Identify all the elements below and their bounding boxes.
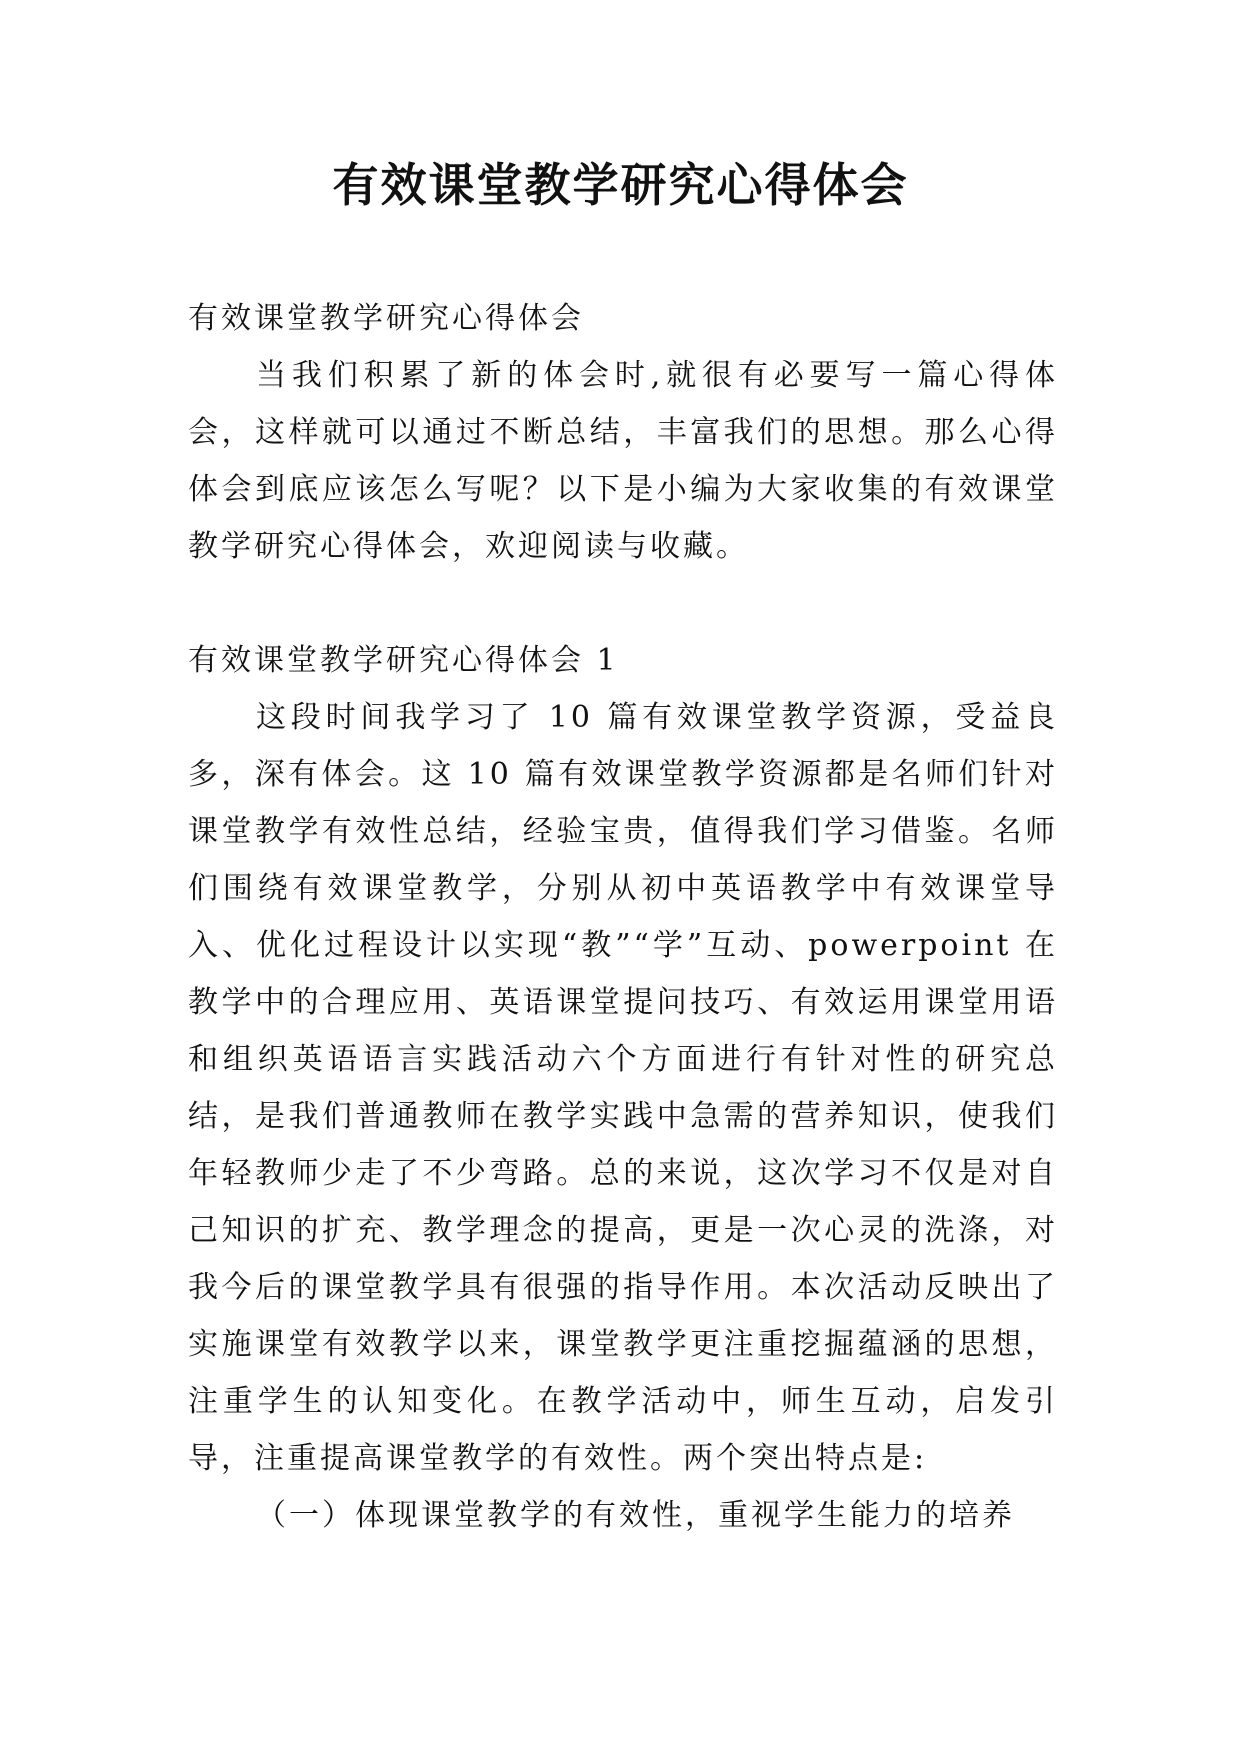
intro-paragraph: 当我们积累了新的体会时,就很有必要写一篇心得体会，这样就可以通过不断总结，丰富我们的思想。那么心得体会到底应该怎么写呢？以下是小编为大家收集的有效课堂教学研究心得体会，欢迎阅读与收藏。 <box>188 358 1058 564</box>
document-title: 有效课堂教学研究心得体会 <box>332 158 909 212</box>
section-spacer <box>188 575 1058 632</box>
section1-list-item: （一）体现课堂教学的有效性，重视学生能力的培养 <box>256 1498 1015 1533</box>
section1-paragraph: 这段时间我学习了 10 篇有效课堂教学资源，受益良多，深有体会。这 10 篇有效课堂教学资源都是名师们针对课堂教学有效性总结，经验宝贵，值得我们学习借鉴。名师们围绕有效课堂教学，分别从初中英语教学中有效课堂导入、优化过程设计以实现“教”“学”互动、powerpoint 在教学中的合理应用、英语课堂提问技巧、有效运用课堂用语和组织英语语言实践活动六个方面进行有针对性的研究总结，是我们普通教师在教学实践中急需的营养知识，使我们年轻教师少走了不少弯路。总的来说，这次学习不仅是对自己知识的扩充、教学理念的提高，更是一次心灵的洗涤，对我今后的课堂教学具有很强的指导作用。本次活动反映出了实施课堂有效教学以来，课堂教学更注重挖掘蕴涵的思想，注重学生的认知变化。在教学活动中，师生互动，启发引导，注重提高课堂教学的有效性。两个突出特点是: <box>188 700 1058 1476</box>
section1-heading: 有效课堂教学研究心得体会 1 <box>188 643 619 678</box>
intro-heading: 有效课堂教学研究心得体会 <box>188 301 584 336</box>
document-body <box>188 290 1058 1544</box>
